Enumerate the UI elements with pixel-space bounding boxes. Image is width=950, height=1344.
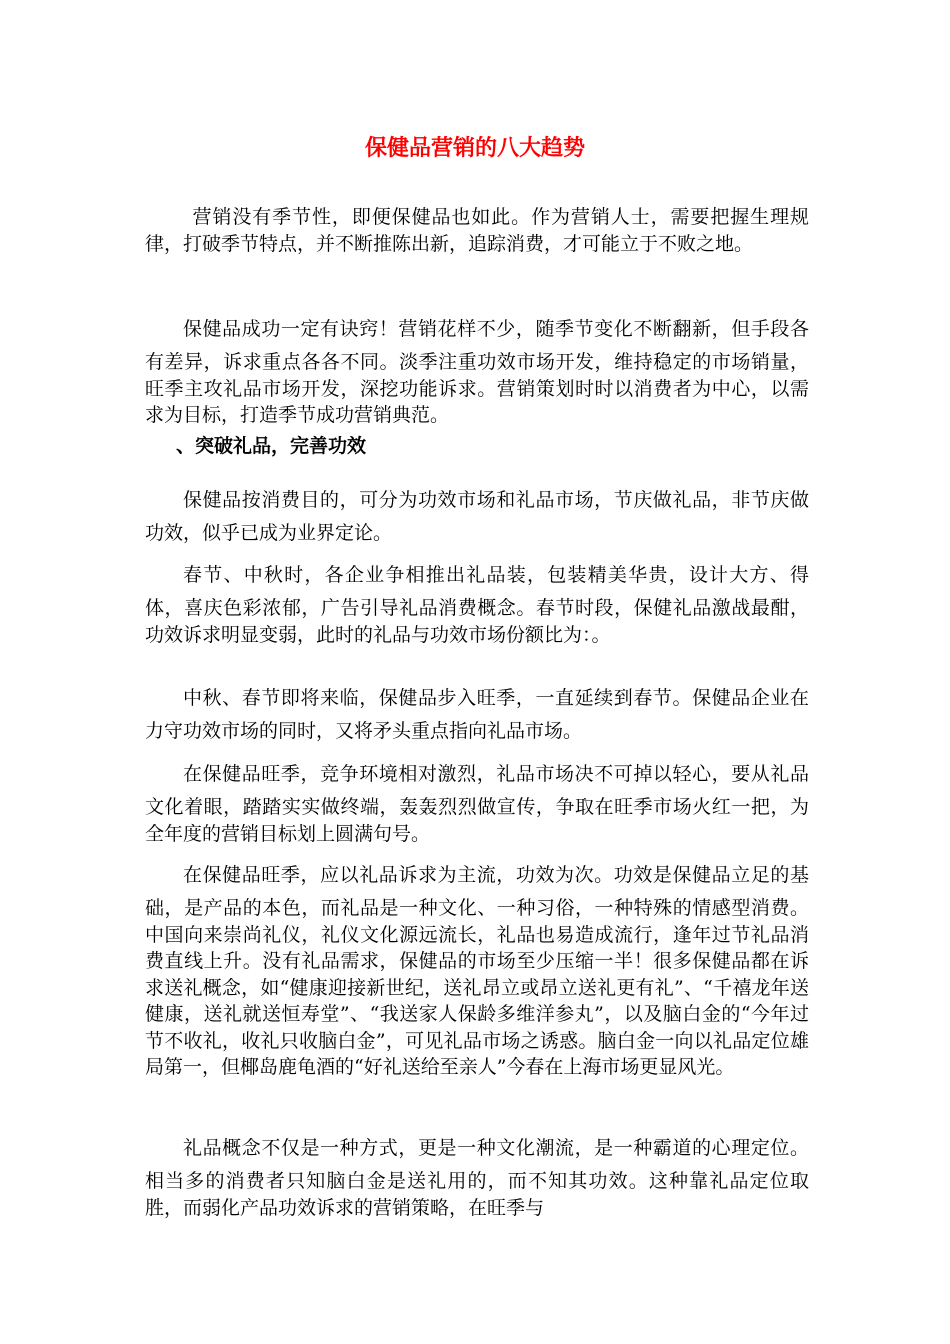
section-paragraph: 保健品按消费目的，可分为功效市场和礼品市场，节庆做礼品，非节庆做功效，似乎已成为业界定论。 [145, 489, 809, 544]
section-paragraph: 春节、中秋时，各企业争相推出礼品装，包装精美华贵，设计大方、得体，喜庆色彩浓郁，广告引导礼品消费概念。春节时段，保健礼品激战最酣，功效诉求明显变弱，此时的礼品与功效市场份额比为：。 [145, 564, 809, 646]
section-paragraph: 在保健品旺季，应以礼品诉求为主流，功效为次。功效是保健品立足的基础，是产品的本色，而礼品是一种文化、一种习俗，一种特殊的情感型消费。中国向来崇尚礼仪，礼仪文化源远流长，礼品也易造成流行，逢年过节礼品消费直线上升。没有礼品需求，保健品的市场至少压缩一半！很多保健品都在诉求送礼概念，如“健康迎接新世纪，送礼昂立或昂立送礼更有礼”、“千禧龙年送健康，送礼就送恒寿堂”、“我送家人保龄多维洋参丸”，以及脑白金的“今年过节不收礼，收礼只收脑白金”，可见礼品市场之诱惑。脑白金一向以礼品定位雄局第一，但椰岛鹿龟酒的“好礼送给至亲人”今春在上海市场更显风光。 [145, 864, 809, 1078]
section-paragraph: 中秋、春节即将来临，保健品步入旺季，一直延续到春节。保健品企业在力守功效市场的同时，又将矛头重点指向礼品市场。 [145, 687, 809, 742]
document-title: 保健品营销的八大趋势 [364, 136, 585, 161]
intro-paragraph: 营销没有季节性，即便保健品也如此。作为营销人士，需要把握生理规律，打破季节特点，并不断推陈出新，追踪消费，才可能立于不败之地。 [145, 206, 809, 255]
intro-paragraph: 保健品成功一定有诀窍！营销花样不少，随季节变化不断翻新，但手段各有差异，诉求重点各各不同。淡季注重功效市场开发，维持稳定的市场销量，旺季主攻礼品市场开发，深挖功能诉求。营销策划时时以消费者为中心，以需求为目标，打造季节成功营销典范。 [145, 318, 809, 426]
section-paragraph: 礼品概念不仅是一种方式，更是一种文化潮流，是一种霸道的心理定位。相当多的消费者只知脑白金是送礼用的，而不知其功效。这种靠礼品定位取胜，而弱化产品功效诉求的营销策略，在旺季与 [145, 1137, 809, 1219]
section-heading: 、突破礼品，完善功效 [176, 435, 367, 457]
section-paragraph: 在保健品旺季，竞争环境相对激烈，礼品市场决不可掉以轻心，要从礼品文化着眼，踏踏实实做终端，轰轰烈烈做宣传，争取在旺季市场火红一把，为全年度的营销目标划上圆满句号。 [145, 763, 809, 845]
